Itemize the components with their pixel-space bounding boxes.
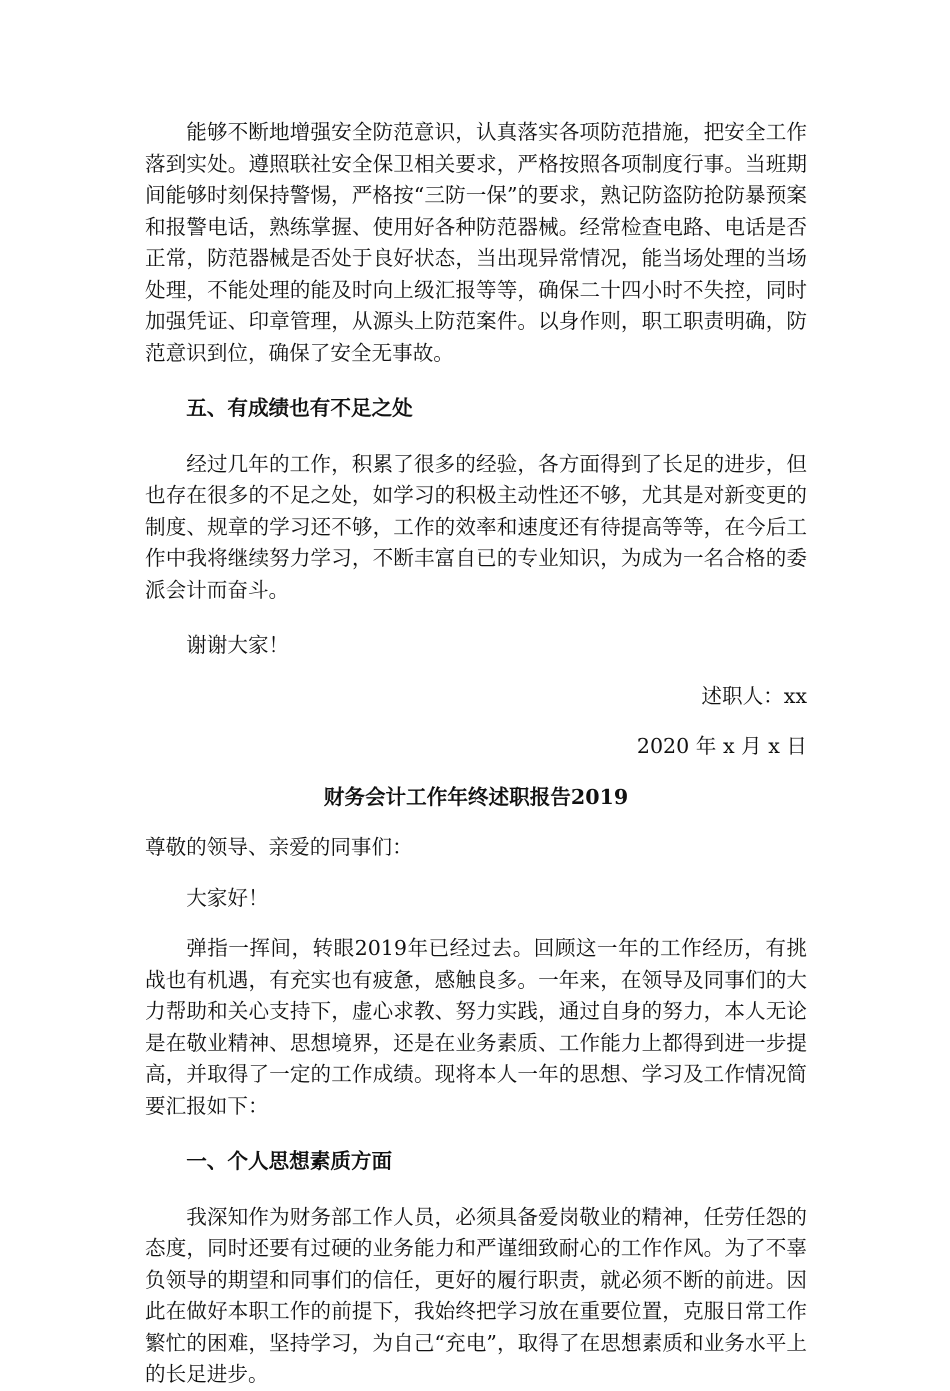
paragraph-introduction: 弹指一挥间，转眼2019年已经过去。回顾这一年的工作经历，有挑战也有机遇，有充实也有疲惫，感触良多。一年来，在领导及同事们的大力帮助和关心支持下，虚心求教、努力实践，通过自身的努力，本人无论是在敬业精神、思想境界，还是在业务素质、工作能力上都得到进一步提高，并取得了一定的工作成绩。现将本人一年的思想、学习及工作情况简要汇报如下： xyxy=(145,936,807,1118)
section-heading-five: 五、有成绩也有不足之处 xyxy=(186,396,413,420)
date-line: 2020 年 x 月 x 日 xyxy=(636,734,807,758)
greeting-line: 大家好！ xyxy=(186,885,269,910)
salutation-line: 尊敬的领导、亲爱的同事们： xyxy=(145,835,413,859)
document-body xyxy=(145,117,807,1391)
thanks-line: 谢谢大家！ xyxy=(186,633,290,657)
signature-line: 述职人：xx xyxy=(701,683,807,708)
paragraph-achievements-shortcomings: 经过几年的工作，积累了很多的经验，各方面得到了长足的进步，但也存在很多的不足之处，如学习的积极主动性还不够，尤其是对新变更的制度、规章的学习还不够，工作的效率和速度还有待提高等等，在今后工作中我将继续努力学习，不断丰富自已的专业知识，为成为一名合格的委派会计而奋斗。 xyxy=(145,451,807,602)
paragraph-ideology: 我深知作为财务部工作人员，必须具备爱岗敬业的精神，任劳任怨的态度，同时还要有过硬的业务能力和严谨细致耐心的工作作风。为了不辜负领导的期望和同事们的信任，更好的履行职责，就必须不断的前进。因此在做好本职工作的前提下，我始终把学习放在重要位置，克服日常工作繁忙的困难，坚持学习，为自己“充电”，取得了在思想素质和业务水平上的长足进步。 xyxy=(145,1204,807,1386)
section-heading-one: 一、个人思想素质方面 xyxy=(186,1149,393,1173)
paragraph-security-measures: 能够不断地增强安全防范意识，认真落实各项防范措施，把安全工作落到实处。遵照联社安全保卫相关要求，严格按照各项制度行事。当班期间能够时刻保持警惕，严格按“三防一保”的要求，熟记防盗防抢防暴预案和报警电话，熟练掌握、使用好各种防范器械。经常检查电路、电话是否正常，防范器械是否处于良好状态，当出现异常情况，能当场处理的当场处理，不能处理的能及时向上级汇报等等，确保二十四小时不失控，同时加强凭证、印章管理，从源头上防范案件。以身作则，职工职责明确，防范意识到位，确保了安全无事故。 xyxy=(145,120,807,365)
report-title: 财务会计工作年终述职报告2019 xyxy=(323,784,629,809)
